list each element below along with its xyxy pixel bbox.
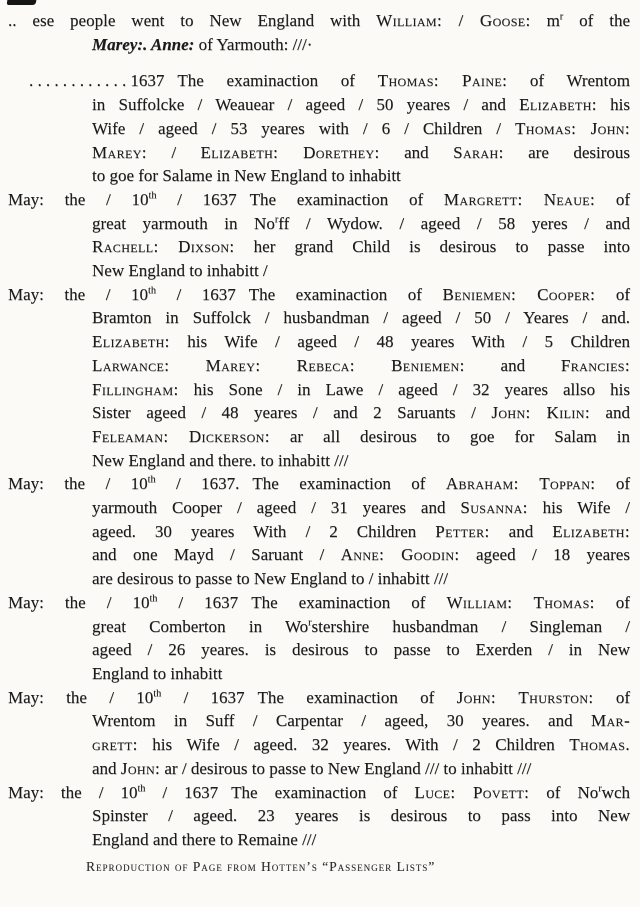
text-segment: Wife / ageed / 53 yeares with / 6 / Children / <box>92 118 516 138</box>
text-segment: to goe for Salame in New England to inhabitt <box>92 166 401 186</box>
text-segment: John: Thurston: <box>456 687 594 707</box>
text-segment: / <box>146 142 201 162</box>
text-segment: / 1637 <box>155 284 236 304</box>
text-segment: The examinaction of <box>257 687 457 707</box>
text-line <box>8 117 630 141</box>
text-segment: th <box>147 285 156 297</box>
text-segment: May: the / 10 <box>8 474 148 494</box>
text-segment: and <box>92 758 121 778</box>
text-segment: Mar- <box>590 711 630 731</box>
text-segment: ar / desirous to passe to New England /// to inhabitt /// <box>160 758 532 778</box>
text-line <box>8 638 630 662</box>
text-segment: of <box>594 592 630 612</box>
text-segment: Spinster / ageed. 23 yeares is desirous to pass into New <box>92 806 630 826</box>
paragraph-7 <box>8 686 630 781</box>
text-segment: r <box>274 213 279 225</box>
text-segment: May: the / 10 <box>8 189 149 209</box>
text-segment: m <box>530 11 560 30</box>
text-segment: John: Kilin: <box>491 403 590 423</box>
text-line <box>8 449 630 473</box>
text-segment: New England to inhabitt / <box>92 261 268 281</box>
text-segment: Sarah: <box>453 142 504 162</box>
text-segment: New England and there. to inhabitt /// <box>92 450 349 470</box>
text-segment: Fillingham: <box>92 379 179 399</box>
text-segment: wch <box>601 782 630 802</box>
text-line <box>8 733 630 757</box>
text-segment: his <box>596 95 630 115</box>
text-line <box>8 781 630 805</box>
text-segment: Francies: <box>560 355 630 375</box>
text-segment: his Sone / in Lawe / ageed / 32 yeares allso his <box>178 379 630 399</box>
text-line <box>8 520 630 544</box>
text-segment: The examinaction of <box>249 189 444 209</box>
text-line <box>8 401 630 425</box>
text-segment: The examinaction of <box>251 592 447 612</box>
text-line <box>8 33 630 57</box>
text-segment: yarmouth Cooper / ageed / 31 yeares and <box>92 498 461 518</box>
text-segment: England and there to Remaine /// <box>92 829 317 849</box>
text-segment: great yarmouth in No <box>92 213 275 233</box>
text-line <box>8 567 630 591</box>
text-segment: his Wife / ageed / 48 yeares With / 5 Children <box>169 332 630 352</box>
paragraph-8 <box>8 781 630 852</box>
paragraph-2 <box>8 69 630 188</box>
text-segment: / 1637 <box>161 687 245 707</box>
text-segment: / 1637. <box>155 474 240 494</box>
text-segment: Thomas. <box>569 735 630 755</box>
text-segment: Marey:. Anne: <box>92 34 195 54</box>
text-segment: Bramton in Suffolck / husbandman / ageed / 50 / Yeares / and. <box>92 308 630 328</box>
text-segment: William: / Goose: <box>376 11 531 30</box>
text-segment: Wrentom in Suff / Carpentar / ageed, 30 yeares. and <box>92 711 591 731</box>
text-segment: and one Mayd / Saruant / <box>92 545 341 565</box>
text-segment: The examinaction of <box>177 71 378 91</box>
text-line <box>8 330 630 354</box>
text-segment: May: the / 10 <box>8 687 154 707</box>
text-segment: th <box>153 688 162 700</box>
text-segment: / 1637 <box>145 782 219 802</box>
text-line <box>8 591 630 615</box>
text-line <box>8 69 630 93</box>
text-segment: May: the / 10 <box>8 592 150 612</box>
text-segment: ageed / 26 yeares. is desirous to passe to Exerden / in New <box>92 640 630 660</box>
text-line <box>8 141 630 165</box>
text-segment: th <box>137 782 146 794</box>
text-line <box>8 235 630 259</box>
text-segment: of Yarmouth: ///· <box>194 34 313 54</box>
text-segment: Sister ageed / 48 yeares / and 2 Saruants / <box>92 403 492 423</box>
text-segment: and <box>589 403 630 423</box>
text-line <box>8 804 630 828</box>
text-segment: are desirous to passe to New England to / inhabitt /// <box>92 569 448 589</box>
text-segment: Elizabeth: <box>552 521 630 541</box>
text-line <box>8 212 630 236</box>
text-segment: ar all desirous to goe for Salam in <box>269 426 630 446</box>
paragraph-5 <box>8 472 630 591</box>
text-segment: Larwance: Marey: Rebeca: Beniemen: <box>92 355 465 375</box>
text-segment: Marey: <box>92 142 147 162</box>
text-segment: 1637 <box>130 71 165 91</box>
text-line <box>8 9 630 33</box>
text-segment: and <box>489 521 553 541</box>
text-segment: The examinaction of <box>252 474 446 494</box>
text-segment: Luce: Povett: <box>414 782 530 802</box>
text-segment: May: the / 10 <box>8 782 138 802</box>
text-segment: Beniemen: Cooper: <box>442 284 596 304</box>
text-line <box>8 164 630 188</box>
text-segment: Elizabeth: Dorethey: <box>200 142 380 162</box>
text-line <box>8 306 630 330</box>
text-segment: / 1637 <box>156 189 237 209</box>
text-segment: May: the / 10 <box>8 284 148 304</box>
text-segment: ............ <box>29 71 131 91</box>
text-segment: of <box>593 687 630 707</box>
text-line <box>8 686 630 710</box>
paragraph-3 <box>8 188 630 283</box>
text-line <box>8 425 630 449</box>
text-line <box>8 543 630 567</box>
text-segment: Abraham: Toppan: <box>445 474 596 494</box>
text-line <box>8 283 630 307</box>
text-segment: of <box>595 189 630 209</box>
text-segment: his Wife / ageed. 32 yeares. With / 2 Children <box>137 735 570 755</box>
text-segment: John: <box>120 758 161 778</box>
text-line <box>8 757 630 781</box>
text-segment: The examinaction of <box>231 782 415 802</box>
text-segment: of <box>595 284 630 304</box>
text-line <box>8 709 630 733</box>
text-segment: in Suffolcke / Weauear / ageed / 50 yeares / and <box>92 95 520 115</box>
text-line <box>8 188 630 212</box>
text-line <box>8 354 630 378</box>
text-segment: of No <box>529 782 599 802</box>
text-segment: Thomas: Paine: <box>377 71 508 91</box>
text-segment: Anne: Goodin: <box>340 545 460 565</box>
text-segment: th <box>149 593 158 605</box>
text-segment: r <box>308 616 312 628</box>
text-segment: are desirous <box>503 142 630 162</box>
text-segment: her grand Child is desirous to passe into <box>234 237 630 257</box>
text-segment: of <box>595 474 630 494</box>
text-segment: Susanna: <box>460 498 528 518</box>
text-segment: his Wife / <box>527 498 630 518</box>
text-segment: Rachell: Dixson: <box>92 237 235 257</box>
text-line <box>8 378 630 402</box>
text-segment: th <box>148 190 157 202</box>
scan-artifact <box>7 0 37 5</box>
text-line <box>8 615 630 639</box>
text-line <box>8 496 630 520</box>
text-segment: The examinaction of <box>248 284 443 304</box>
text-line <box>8 259 630 283</box>
text-segment: r <box>598 782 602 794</box>
text-segment: of the <box>563 11 630 30</box>
text-segment: and <box>464 355 561 375</box>
text-segment: ff / Wydow. / ageed / 58 yeres / and <box>278 213 630 233</box>
paragraph-6 <box>8 591 630 686</box>
text-line <box>8 472 630 496</box>
paragraph-1 <box>8 9 630 56</box>
text-segment: Feleaman: Dickerson: <box>92 426 270 446</box>
text-line <box>8 662 630 686</box>
text-segment: and <box>379 142 454 162</box>
text-segment: great Comberton in Wo <box>92 616 309 636</box>
text-segment: stershire husbandman / Singleman / <box>311 616 630 636</box>
caption: Reproduction of Page from Hotten’s “Passenger Lists” <box>86 858 436 874</box>
text-segment: Elizabeth: <box>92 332 170 352</box>
text-line <box>8 93 630 117</box>
text-segment: William: Thomas: <box>446 592 595 612</box>
text-segment: th <box>147 474 156 486</box>
text-segment: England to inhabitt <box>92 663 223 683</box>
text-segment: Margrett: Neaue: <box>443 189 596 209</box>
text-segment: Elizabeth: <box>519 95 597 115</box>
text-segment: of Wrentom <box>507 71 630 91</box>
text-line <box>8 828 630 852</box>
text-segment: r <box>559 11 564 23</box>
text-segment: Petter: <box>435 521 490 541</box>
text-segment: .. ese people went to New England with <box>8 11 377 30</box>
text-segment: / 1637 <box>157 592 239 612</box>
text-segment: ageed / 18 yeares <box>459 545 630 565</box>
text-segment: Thomas: John: <box>515 118 630 138</box>
text-segment: grett: <box>92 735 138 755</box>
document-body <box>8 9 630 852</box>
paragraph-4 <box>8 283 630 473</box>
text-segment: ageed. 30 yeares With / 2 Children <box>92 521 436 541</box>
